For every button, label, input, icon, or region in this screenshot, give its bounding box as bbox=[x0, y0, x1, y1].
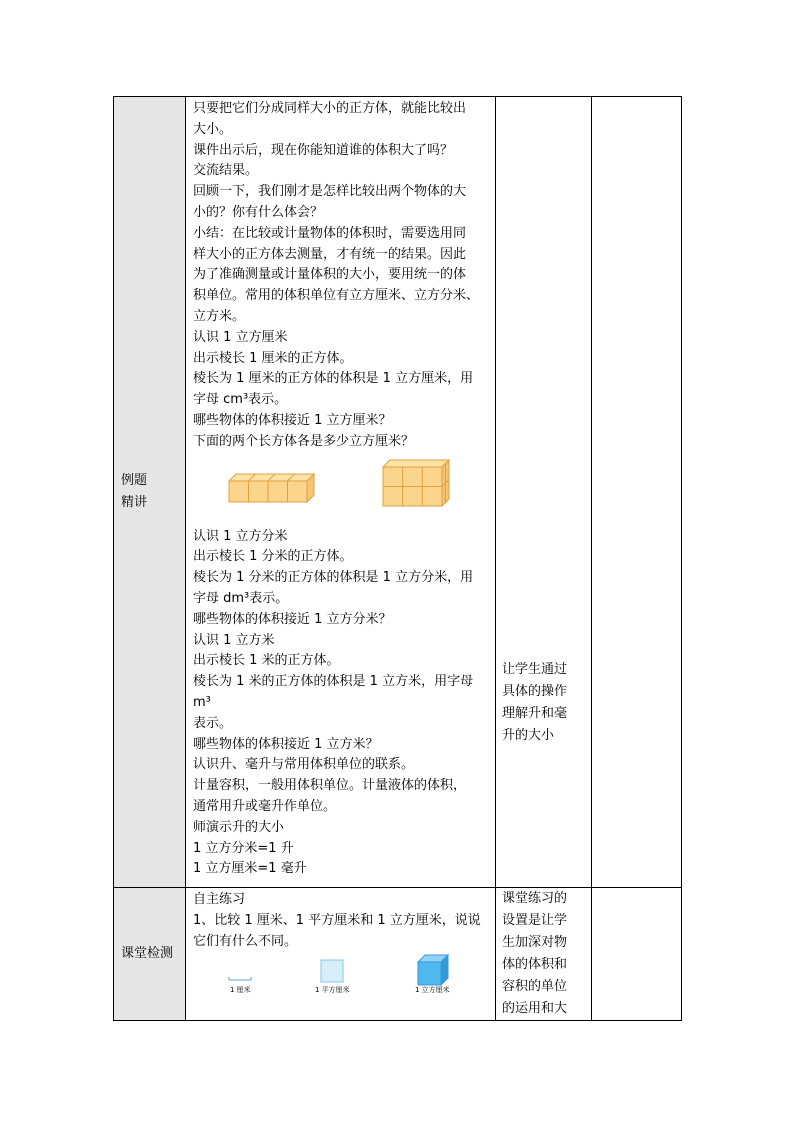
text-line: 字母 dm³表示。 bbox=[193, 590, 289, 606]
text-line: 大小。 bbox=[193, 121, 233, 137]
text-line: 它们有什么不同。 bbox=[193, 933, 298, 949]
cuboid-figures bbox=[193, 453, 487, 527]
text-line: 认识 1 立方米 bbox=[193, 632, 275, 648]
text-line: 积单位。常用的体积单位有立方厘米、立方分米、 bbox=[193, 288, 480, 304]
text-line: 出示棱长 1 厘米的正方体。 bbox=[193, 350, 353, 366]
cuboid-1x4 bbox=[229, 474, 314, 502]
note-cell-check bbox=[496, 888, 592, 1021]
text-line: 让学生通过 bbox=[502, 662, 568, 677]
text-line: 计量容积，一般用体积单位。计量液体的体积， bbox=[193, 778, 467, 794]
text-line: 认识 1 立方厘米 bbox=[193, 329, 288, 345]
one-sq-cm-square bbox=[321, 960, 343, 982]
text-line: 棱长为 1 米的正方体的体积是 1 立方米，用字母 m³ bbox=[193, 674, 474, 710]
text-line: 1、比较 1 厘米、1 平方厘米和 1 立方厘米，说说 bbox=[193, 912, 481, 928]
content-cell-example bbox=[186, 97, 496, 888]
text-line: 课件出示后，现在你能知道谁的体积大了吗？ bbox=[193, 142, 454, 158]
text-line: 小的？你有什么体会？ bbox=[193, 204, 324, 220]
text-line: 只要把它们分成同样大小的正方体，就能比较出 bbox=[193, 101, 467, 116]
fig-label-sqcm: 1 平方厘米 bbox=[315, 986, 350, 995]
unit-figures bbox=[193, 952, 487, 995]
label-line: 精讲 bbox=[121, 495, 148, 510]
text-line: 表示。 bbox=[193, 715, 233, 731]
text-line: 立方米。 bbox=[193, 308, 246, 324]
text-line: 样大小的正方体去测量，才有统一的结果。因此 bbox=[193, 246, 467, 262]
text-line: 升的大小 bbox=[502, 728, 555, 743]
content-text-top bbox=[193, 99, 487, 453]
text-line: 1 立方厘米=1 毫升 bbox=[193, 861, 307, 877]
text-line: 下面的两个长方体各是多少立方厘米？ bbox=[193, 433, 415, 449]
text-line: 师演示升的大小 bbox=[193, 819, 285, 835]
cuboid-2x3 bbox=[383, 460, 449, 506]
label-line: 例题 bbox=[121, 473, 148, 488]
row-label-example bbox=[114, 97, 186, 888]
label-line: 课堂检测 bbox=[121, 946, 174, 961]
text-line: 出示棱长 1 米的正方体。 bbox=[193, 653, 340, 669]
text-line: 交流结果。 bbox=[193, 163, 259, 179]
text-line: 认识升、毫升与常用体积单位的联系。 bbox=[193, 757, 415, 773]
text-line: 理解升和毫 bbox=[502, 706, 568, 721]
empty-cell bbox=[592, 97, 682, 888]
text-line: 课堂练习的 bbox=[502, 891, 568, 906]
content-text-top bbox=[193, 890, 487, 952]
text-line: 容积的单位 bbox=[502, 979, 568, 994]
row-example-lecture bbox=[114, 97, 682, 888]
text-line: 1 立方分米=1 升 bbox=[193, 840, 294, 856]
note-cell-example bbox=[496, 97, 592, 888]
text-line: 自主练习 bbox=[193, 892, 246, 907]
text-line: 通常用升或毫升作单位。 bbox=[193, 798, 337, 814]
cuboid-illustration bbox=[193, 453, 493, 527]
text-line: 小结：在比较或计量物体的体积时，需要选用同 bbox=[193, 225, 467, 241]
text-line: 哪些物体的体积接近 1 立方厘米？ bbox=[193, 412, 392, 428]
lesson-table bbox=[113, 96, 682, 1021]
one-cubic-cm-cube bbox=[418, 955, 448, 985]
text-line: 为了准确测量或计量体积的大小，要用统一的体 bbox=[193, 267, 467, 283]
text-line: 哪些物体的体积接近 1 立方分米？ bbox=[193, 611, 392, 627]
note-text bbox=[502, 888, 585, 1020]
empty-cell bbox=[592, 888, 682, 1021]
text-line: 回顾一下，我们刚才是怎样比较出两个物体的大 bbox=[193, 184, 467, 200]
text-line: 的运用和大 bbox=[502, 1001, 568, 1016]
text-line: 棱长为 1 分米的正方体的体积是 1 立方分米，用 bbox=[193, 570, 474, 586]
text-line: 哪些物体的体积接近 1 立方米？ bbox=[193, 736, 379, 752]
text-line: 字母 cm³表示。 bbox=[193, 392, 288, 408]
text-line: 出示棱长 1 分米的正方体。 bbox=[193, 549, 353, 565]
text-line: 生加深对物 bbox=[502, 935, 568, 950]
text-line: 具体的操作 bbox=[502, 684, 568, 699]
text-line: 认识 1 立方分米 bbox=[193, 528, 288, 544]
text-line: 体的体积和 bbox=[502, 957, 568, 972]
text-line: 棱长为 1 厘米的正方体的体积是 1 立方厘米，用 bbox=[193, 371, 474, 387]
unit-comparison-illustration bbox=[193, 952, 493, 996]
text-line: 设置是让学 bbox=[502, 913, 568, 928]
one-cm-line bbox=[229, 977, 251, 980]
row-label-check bbox=[114, 888, 186, 1021]
row-class-check bbox=[114, 888, 682, 1021]
fig-label-cm: 1 厘米 bbox=[230, 986, 251, 995]
content-cell-check bbox=[186, 888, 496, 1021]
content-text-bottom bbox=[193, 527, 487, 881]
fig-label-cubiccm: 1 立方厘米 bbox=[415, 986, 450, 995]
note-text bbox=[502, 659, 585, 747]
